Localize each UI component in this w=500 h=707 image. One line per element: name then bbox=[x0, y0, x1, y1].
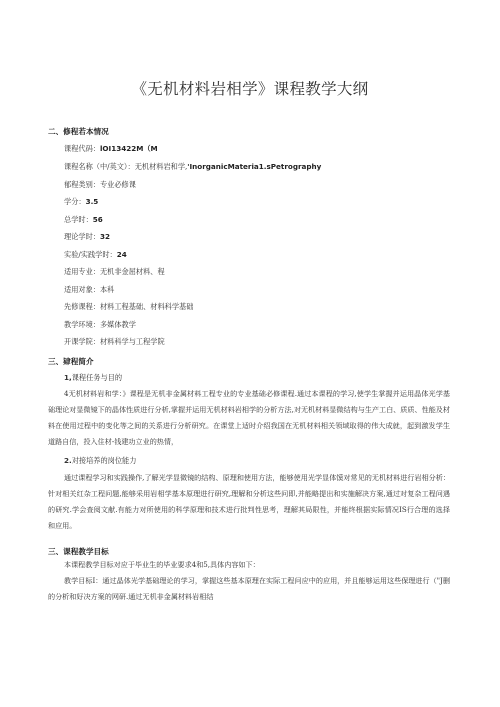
info-label: 总学时： bbox=[64, 215, 93, 224]
subheading-text: 对接培养的岗位能力 bbox=[71, 456, 137, 465]
info-value: lOI13422M（M bbox=[99, 144, 158, 153]
paragraph-text: 本课程教学目标对应于毕业生的毕业要求4和5,具体内容如下： bbox=[64, 560, 260, 569]
paragraph-text: 教学目标I：通过晶体光学基础理论的学习，掌握这些基本原理在实际工程问应中的应用，并且能够运用这些保理进行（"J删的分析和好决方案的网研.通过无机非金属材料岩相结 bbox=[48, 576, 450, 601]
info-value: 适用对象：本科 bbox=[64, 285, 115, 294]
info-prerequisites bbox=[64, 302, 193, 311]
subheading-task-purpose bbox=[64, 373, 122, 383]
subheading-job-ability bbox=[64, 456, 136, 466]
paragraph-task-purpose bbox=[48, 386, 450, 450]
info-value: 3.5 bbox=[85, 197, 99, 206]
document-title: 《无机材料岩相学》课程教学大纲 bbox=[131, 80, 369, 98]
info-credits bbox=[64, 197, 98, 206]
info-label: 学分： bbox=[64, 197, 86, 206]
info-label: 实验/实践学时： bbox=[64, 250, 117, 259]
info-college bbox=[64, 337, 165, 346]
info-label: 课程名称（中/英文）：无机材料岩和学, bbox=[64, 162, 188, 171]
info-value: 32 bbox=[99, 232, 110, 241]
info-total-hours bbox=[64, 215, 103, 224]
info-course-name bbox=[64, 162, 321, 171]
paragraph-text: 通过课程学习和实践操作,了解光学显微镜的结构、原理和使用方法，能够使用光学显体馍对常见的无机材料进行岩相分析：针对相关红杂工程问题,能够采用岩相学基本原理进行研究,理解和分析这些问即,并能略提出和实施解决方案,通过对复杂工程问遇的研究.学会查阅文献.有能力对所使用的科学原理和技术进行批判性思考，理解其局限性，并能终根据实际情况IS行合理的选择和应用。 bbox=[48, 473, 450, 530]
info-label: 课程代码： bbox=[64, 144, 100, 153]
subheading-number: 1, bbox=[64, 373, 72, 382]
info-value: 开课学院：材料科学与工程学院 bbox=[64, 337, 165, 346]
info-environment bbox=[64, 320, 136, 329]
info-value: 先修课程：材料工程基础、材料科学基础 bbox=[64, 302, 194, 311]
subheading-number: 2. bbox=[64, 456, 72, 465]
info-major bbox=[64, 267, 165, 276]
paragraph-goal-1 bbox=[48, 573, 450, 605]
section-heading-intro: 三、肄程简介 bbox=[48, 357, 94, 366]
section-heading-basic-info: 二、修程若本情况 bbox=[48, 127, 109, 136]
paragraph-text: 4无机材料岩和学：》课程是无机非金属材料工程专业的专业基础必修课程.通过本课程的学习,使学生掌握并运用晶体光学基础理论对显微镜下的晶体性质进行分析,掌握并运用无机材料岩相学的分析方法,对无机材料显微结构与生产工白、质质、性能及材料在使用过程中的变化等之间的关系进行分析研究。在课堂上适时介绍我国在无机材料相关领域取得的伟大成就，起到激发学生道路自信，投入住材-钱建功立业的热情， bbox=[48, 389, 450, 446]
paragraph-job-ability bbox=[48, 470, 450, 534]
info-value: 56 bbox=[92, 215, 103, 224]
info-course-type bbox=[64, 180, 136, 189]
info-value: 教学环境：多媒体教学 bbox=[64, 320, 136, 329]
info-theory-hours bbox=[64, 232, 110, 241]
paragraph-goals-intro bbox=[48, 557, 450, 573]
info-course-code bbox=[64, 144, 158, 153]
subheading-text: 课程任务与目的 bbox=[71, 373, 123, 382]
info-lab-hours bbox=[64, 250, 127, 259]
info-value: 24 bbox=[116, 250, 127, 259]
section-heading-goals: 三、课程教学目标 bbox=[48, 547, 109, 556]
info-label: 理论学时： bbox=[64, 232, 100, 241]
info-value: 适用专业：无机非金屈材料、程 bbox=[64, 267, 165, 276]
info-audience bbox=[64, 285, 114, 294]
info-value: 'InorganicMateria1.sPetrography bbox=[187, 162, 322, 171]
info-value: 郁程类别：专业必修课 bbox=[64, 180, 136, 189]
